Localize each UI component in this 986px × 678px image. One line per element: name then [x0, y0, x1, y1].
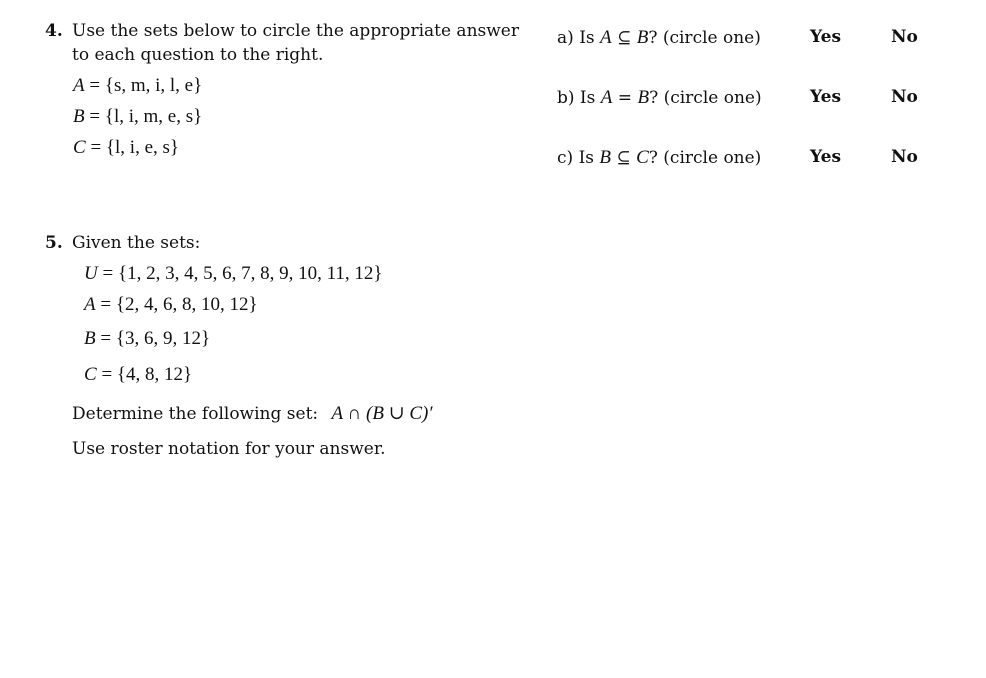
determine-text: Determine the following set:	[72, 404, 319, 424]
part-label: a)	[557, 28, 574, 48]
q4-part-c	[557, 147, 761, 169]
q5-set-c	[84, 364, 192, 386]
q5-intro: Given the sets:	[72, 233, 201, 253]
q5-set-b	[84, 328, 210, 350]
part-suffix: ? (circle one)	[648, 28, 761, 48]
q4-number: 4.	[45, 21, 63, 41]
part-label: b)	[557, 88, 575, 108]
set-name: U	[84, 263, 98, 284]
q4-part-a	[557, 27, 761, 49]
set-name: C	[73, 137, 86, 158]
set-name: B	[73, 106, 85, 127]
q5-set-a	[84, 294, 258, 316]
q4-set-c	[73, 137, 179, 159]
set-elements: = {1, 2, 3, 4, 5, 6, 7, 8, 9, 10, 11, 12}	[102, 263, 383, 284]
q4-a-yes-option[interactable]: Yes	[810, 27, 842, 47]
set-elements: = {2, 4, 6, 8, 10, 12}	[100, 294, 258, 315]
left-set: A	[600, 27, 612, 48]
operator: ⊆	[616, 148, 631, 168]
q4-set-a	[73, 75, 202, 97]
q4-part-b	[557, 87, 762, 109]
q4-intro-line2: to each question to the right.	[72, 45, 324, 65]
set-elements: = {l, i, e, s}	[90, 137, 180, 158]
set-elements: = {l, i, m, e, s}	[89, 106, 203, 127]
set-name: A	[73, 75, 85, 96]
q4-c-yes-option[interactable]: Yes	[810, 147, 842, 167]
set-name: C	[84, 364, 97, 385]
q4-c-no-option[interactable]: No	[891, 147, 918, 167]
q5-roster-instruction: Use roster notation for your answer.	[72, 439, 386, 459]
part-label: c)	[557, 148, 574, 168]
left-set: B	[599, 147, 612, 168]
q4-set-b	[73, 106, 202, 128]
part-prefix: Is	[579, 28, 595, 48]
right-set: B	[637, 87, 650, 108]
q4-a-no-option[interactable]: No	[891, 27, 918, 47]
operator: ⊆	[617, 28, 632, 48]
set-elements: = {4, 8, 12}	[101, 364, 193, 385]
set-name: B	[84, 328, 96, 349]
right-set: B	[636, 27, 649, 48]
part-prefix: Is	[579, 88, 596, 108]
set-name: A	[84, 294, 96, 315]
operator: =	[617, 88, 633, 108]
q5-determine-line	[72, 402, 433, 425]
left-set: A	[600, 87, 613, 108]
set-elements: = {3, 6, 9, 12}	[100, 328, 211, 349]
q4-b-no-option[interactable]: No	[891, 87, 918, 107]
part-suffix: ? (circle one)	[649, 88, 762, 108]
q4-intro-line1: Use the sets below to circle the appropriate answer	[72, 21, 519, 41]
part-suffix: ? (circle one)	[648, 148, 762, 168]
right-set: C	[636, 147, 649, 168]
q4-b-yes-option[interactable]: Yes	[810, 87, 842, 107]
q5-number: 5.	[45, 233, 63, 253]
set-expression: A ∩ (B ∪ C)′	[331, 403, 433, 424]
set-elements: = {s, m, i, l, e}	[89, 75, 203, 96]
q5-set-u	[84, 263, 382, 285]
part-prefix: Is	[578, 148, 595, 168]
